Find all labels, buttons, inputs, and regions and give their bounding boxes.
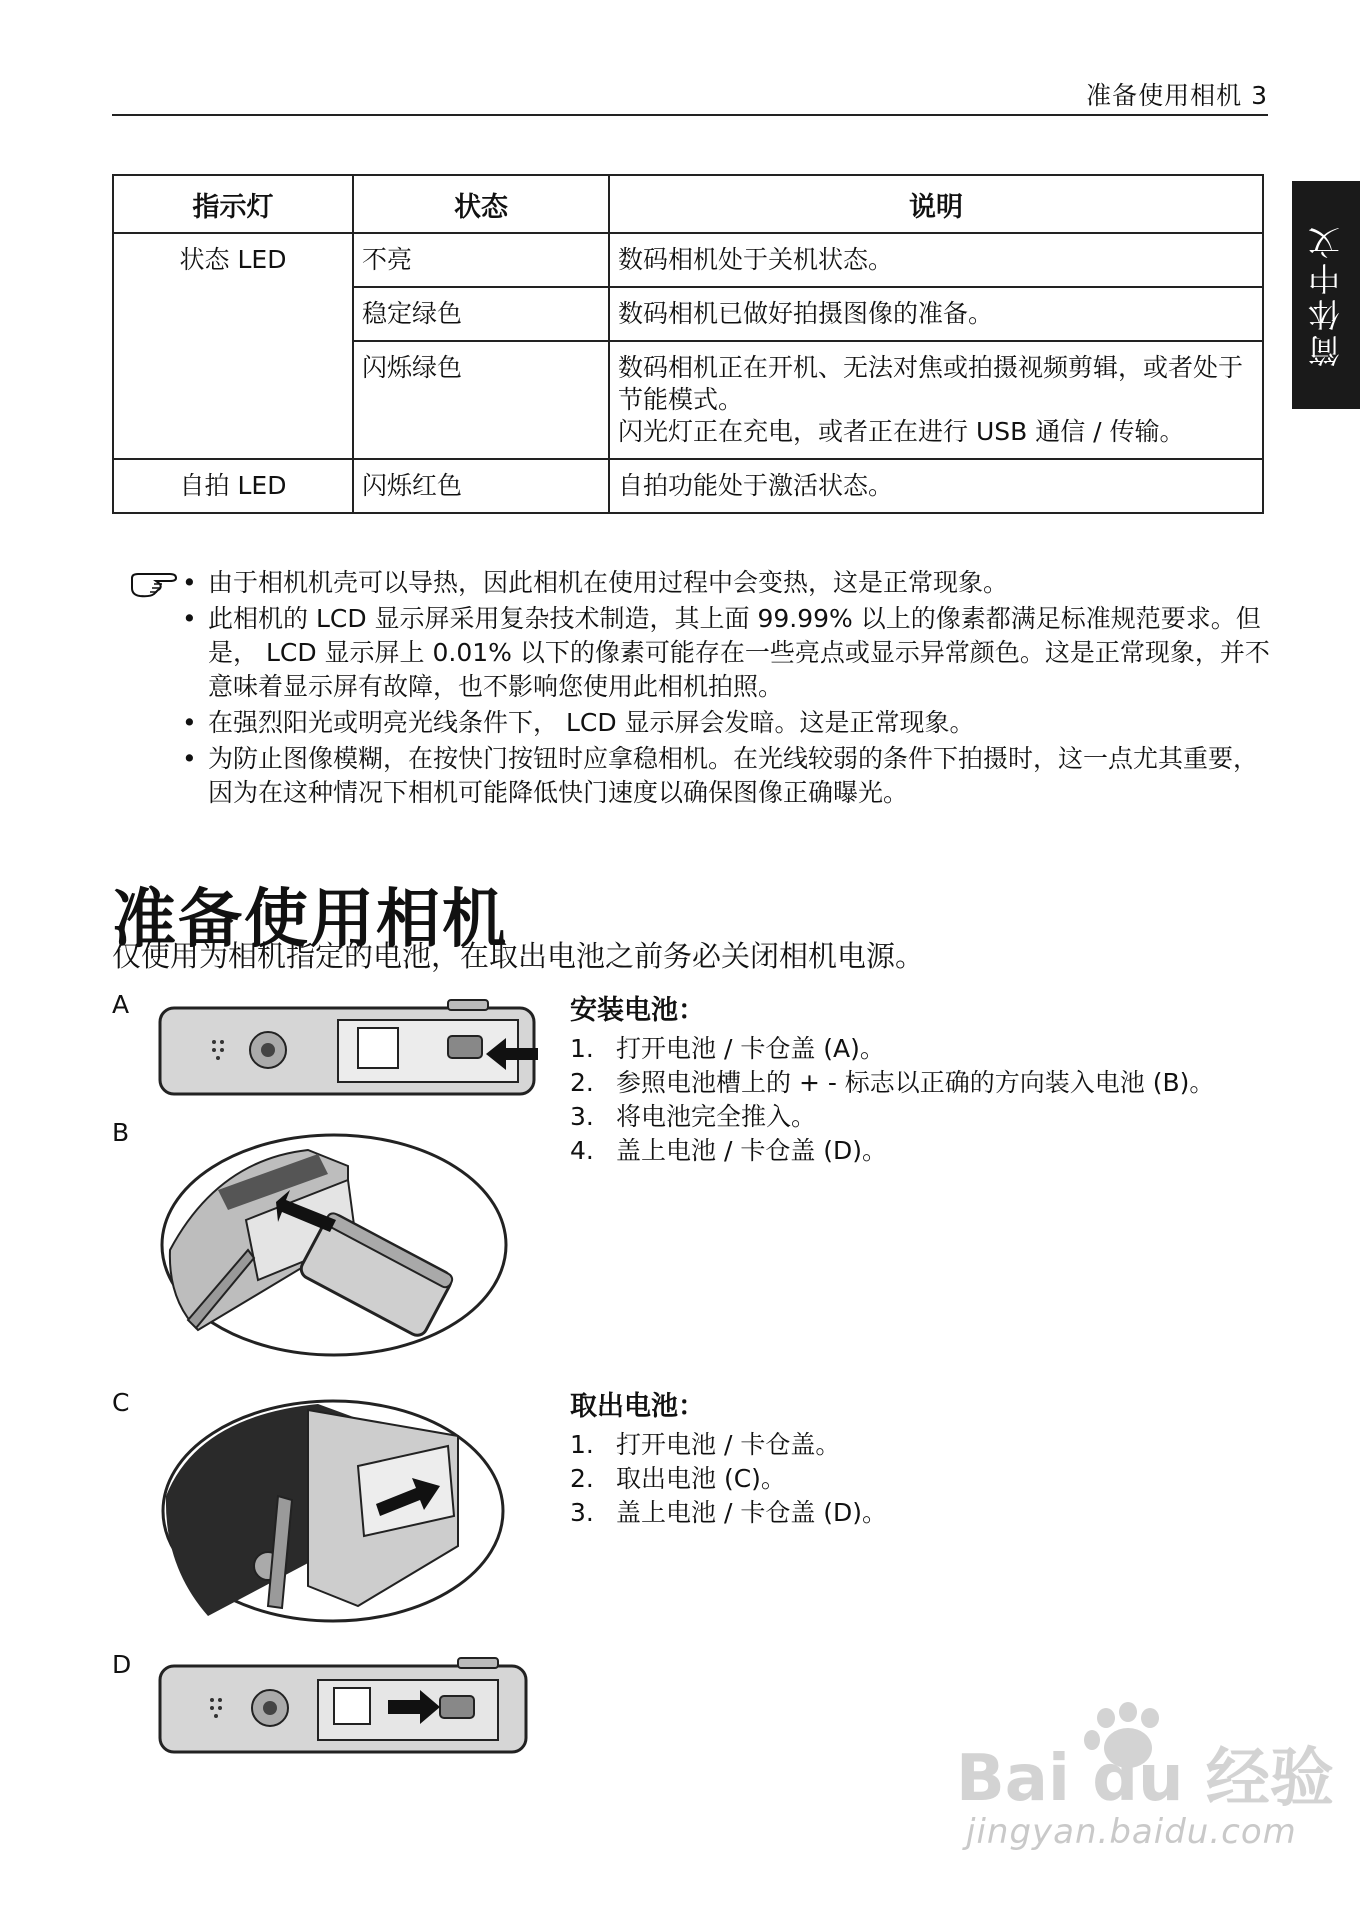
step-text: 将电池完全推入。 — [616, 1102, 817, 1131]
led-status-table — [112, 174, 1264, 514]
table-cell-description: 数码相机已做好拍摄图像的准备。 — [609, 287, 1263, 341]
step-text: 取出电池 (C)。 — [616, 1464, 786, 1493]
step-number: 1. — [570, 1430, 594, 1459]
language-tab — [1292, 181, 1360, 409]
watermark-url: jingyan.baidu.com — [966, 1812, 1297, 1852]
list-item — [570, 1496, 1270, 1530]
table-cell-indicator: 状态 LED — [113, 233, 353, 459]
table-cell-description-line: 闪光灯正在充电，或者正在进行 USB 通信 / 传输。 — [618, 417, 1185, 446]
baidu-jingyan-watermark-logo — [956, 1708, 1334, 1816]
table-row — [113, 233, 1263, 287]
table-header-description: 说明 — [609, 175, 1263, 233]
language-tab-label: 简体中文 — [1307, 223, 1345, 367]
page-header — [112, 70, 1268, 116]
figure-label-d: D — [112, 1650, 132, 1679]
step-number: 3. — [570, 1102, 594, 1131]
list-item — [570, 1134, 1270, 1168]
section-title: 准备使用相机 — [112, 883, 508, 957]
header-title: 准备使用相机 3 — [1086, 81, 1268, 110]
watermark-logo-text: Bai du 经验 — [956, 1742, 1334, 1816]
install-battery-section — [570, 994, 1270, 1168]
figure-label-c: C — [112, 1388, 130, 1417]
table-cell-description: 自拍功能处于激活状态。 — [609, 459, 1263, 513]
camera-bottom-closed-illustration — [158, 1654, 530, 1756]
note-item: • 由于相机机壳可以导热，因此相机在使用过程中会变热，这是正常现象。 — [182, 566, 1270, 600]
table-cell-description-line: 数码相机正在开机、无法对焦或拍摄视频剪辑，或者处于节能模式。 — [618, 353, 1244, 414]
camera-bottom-open-illustration — [158, 998, 540, 1098]
pointing-hand-icon — [130, 572, 180, 598]
remove-heading: 取出电池： — [570, 1391, 705, 1422]
section-subtitle: 仅使用为相机指定的电池，在取出电池之前务必关闭相机电源。 — [112, 939, 925, 973]
step-number: 3. — [570, 1498, 594, 1527]
notes-block — [130, 566, 1270, 812]
insert-battery-illustration — [158, 1130, 510, 1360]
table-row — [113, 459, 1263, 513]
step-text: 盖上电池 / 卡仓盖 (D)。 — [616, 1498, 888, 1527]
table-cell-state: 闪烁绿色 — [353, 341, 609, 459]
list-item — [570, 1100, 1270, 1134]
table-header-state: 状态 — [353, 175, 609, 233]
list-item — [570, 1428, 1270, 1462]
step-text: 参照电池槽上的 + - 标志以正确的方向装入电池 (B)。 — [616, 1068, 1215, 1097]
install-heading: 安装电池： — [570, 995, 705, 1026]
table-cell-state: 稳定绿色 — [353, 287, 609, 341]
table-header-indicator: 指示灯 — [113, 175, 353, 233]
step-number: 2. — [570, 1464, 594, 1493]
step-number: 4. — [570, 1136, 594, 1165]
table-cell-indicator: 自拍 LED — [113, 459, 353, 513]
step-text: 打开电池 / 卡仓盖。 — [616, 1430, 841, 1459]
figure-label-a: A — [112, 990, 130, 1019]
table-cell-description — [609, 341, 1263, 459]
note-item: • 在强烈阳光或明亮光线条件下， LCD 显示屏会发暗。这是正常现象。 — [182, 706, 1270, 740]
remove-battery-section — [570, 1390, 1270, 1530]
list-item — [570, 1032, 1270, 1066]
step-number: 2. — [570, 1068, 594, 1097]
figure-label-b: B — [112, 1118, 130, 1147]
step-text: 盖上电池 / 卡仓盖 (D)。 — [616, 1136, 888, 1165]
step-text: 打开电池 / 卡仓盖 (A)。 — [616, 1034, 885, 1063]
table-cell-state: 闪烁红色 — [353, 459, 609, 513]
note-item: • 为防止图像模糊，在按快门按钮时应拿稳相机。在光线较弱的条件下拍摄时，这一点尤其重要，因为在这种情况下相机可能降低快门速度以确保图像正确曝光。 — [182, 742, 1270, 810]
list-item — [570, 1462, 1270, 1496]
remove-battery-illustration — [158, 1396, 508, 1626]
table-cell-description: 数码相机处于关机状态。 — [609, 233, 1263, 287]
step-number: 1. — [570, 1034, 594, 1063]
table-cell-state: 不亮 — [353, 233, 609, 287]
note-item: • 此相机的 LCD 显示屏采用复杂技术制造，其上面 99.99% 以上的像素都满足标准规范要求。但是， LCD 显示屏上 0.01% 以下的像素可能存在一些亮点或显示异常颜色。这是正常现象，并不意味着显示屏有故障，也不影响您使用此相机拍照。 — [182, 602, 1270, 704]
list-item — [570, 1066, 1270, 1100]
